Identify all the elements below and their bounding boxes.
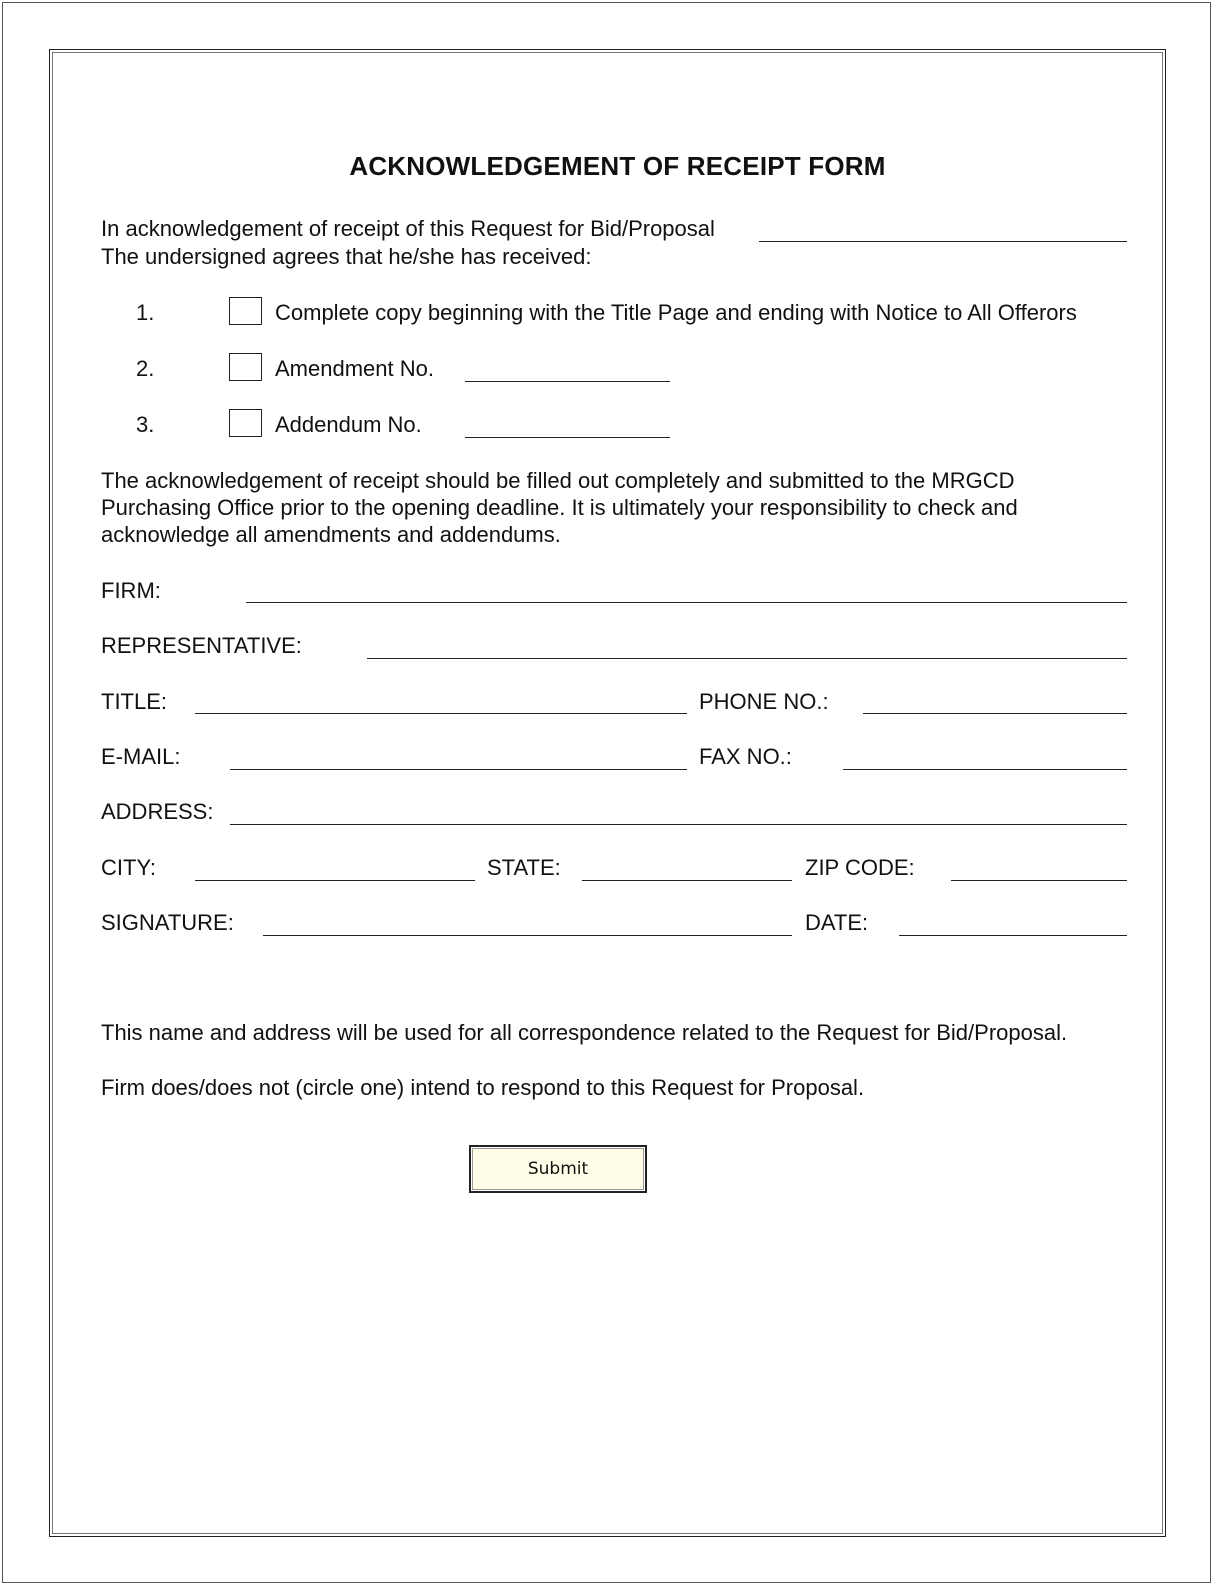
fax-line[interactable] (843, 769, 1127, 770)
representative-line[interactable] (367, 658, 1127, 659)
item-number-3: 3. (136, 412, 155, 437)
addendum-number-line[interactable] (465, 437, 670, 438)
state-line[interactable] (582, 880, 792, 881)
correspondence-note: This name and address will be used for all correspondence related to the Request for Bid/Proposal. (101, 1020, 1068, 1045)
item-number-2: 2. (136, 356, 155, 381)
representative-label: REPRESENTATIVE: (101, 633, 302, 658)
intent-note: Firm does/does not (circle one) intend to respond to this Request for Proposal. (101, 1075, 865, 1100)
addendum-label: Addendum No. (275, 412, 422, 437)
amendment-number-line[interactable] (465, 381, 670, 382)
addendum-checkbox[interactable] (229, 409, 262, 437)
notice-line-2: Purchasing Office prior to the opening deadline. It is ultimately your responsibility to check and (101, 495, 1018, 520)
item-number-1: 1. (136, 300, 155, 325)
address-label: ADDRESS: (101, 799, 214, 824)
notice-line-1: The acknowledgement of receipt should be filled out completely and submitted to the MRGCD (101, 468, 1015, 493)
date-label: DATE: (805, 910, 869, 935)
form-frame (49, 49, 1166, 1537)
intro-text-line-2: The undersigned agrees that he/she has received: (101, 244, 592, 269)
notice-line-3: acknowledge all amendments and addendums. (101, 522, 561, 547)
phone-label: PHONE NO.: (699, 689, 829, 714)
title-label: TITLE: (101, 689, 168, 714)
form-title: ACKNOWLEDGEMENT OF RECEIPT FORM (349, 151, 886, 181)
firm-line[interactable] (246, 602, 1127, 603)
zip-label: ZIP CODE: (805, 855, 915, 880)
zip-line[interactable] (951, 880, 1127, 881)
phone-line[interactable] (863, 713, 1127, 714)
email-label: E-MAIL: (101, 744, 181, 769)
amendment-label: Amendment No. (275, 356, 434, 381)
bid-proposal-number-line[interactable] (759, 241, 1127, 242)
complete-copy-checkbox[interactable] (229, 297, 262, 325)
submit-button[interactable]: Submit (469, 1145, 647, 1193)
state-label: STATE: (487, 855, 561, 880)
amendment-checkbox[interactable] (229, 353, 262, 381)
signature-label: SIGNATURE: (101, 910, 234, 935)
city-line[interactable] (195, 880, 475, 881)
address-line[interactable] (230, 824, 1127, 825)
signature-line[interactable] (263, 935, 792, 936)
fax-label: FAX NO.: (699, 744, 792, 769)
firm-label: FIRM: (101, 578, 161, 603)
intro-text-line-1: In acknowledgement of receipt of this Request for Bid/Proposal (101, 216, 715, 241)
date-line[interactable] (899, 935, 1127, 936)
email-line[interactable] (230, 769, 687, 770)
complete-copy-label: Complete copy beginning with the Title Page and ending with Notice to All Offerors (275, 300, 1077, 325)
city-label: CITY: (101, 855, 157, 880)
title-line[interactable] (195, 713, 687, 714)
